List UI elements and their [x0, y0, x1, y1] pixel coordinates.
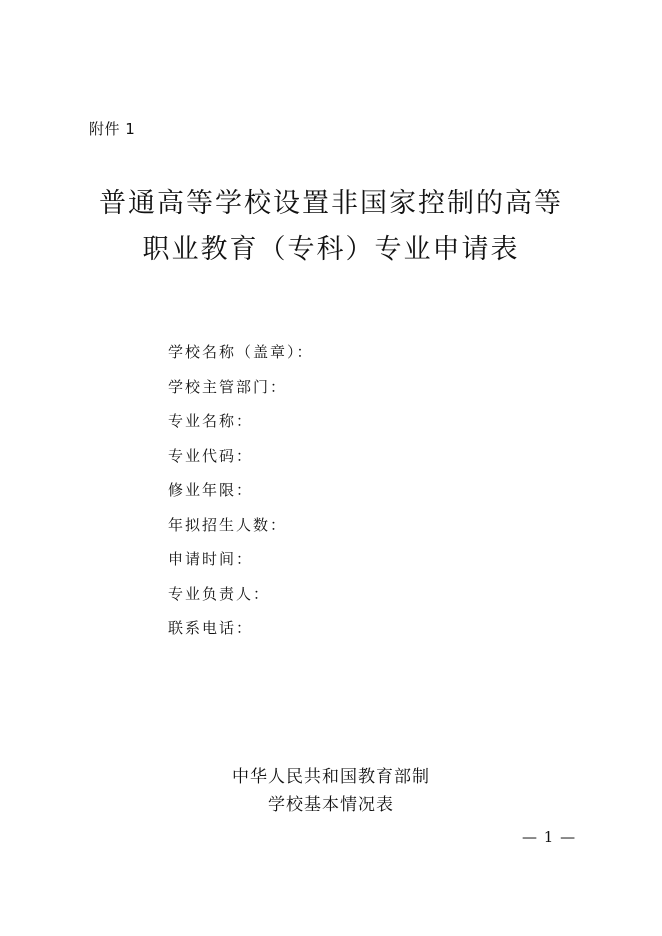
- page-number: — 1 —: [522, 828, 577, 846]
- field-contact-phone: 联系电话：: [168, 619, 254, 637]
- issuer-name: 中华人民共和国教育部制: [232, 767, 430, 787]
- field-planned-enrollment: 年拟招生人数：: [168, 515, 288, 534]
- section-subtitle: 学校基本情况表: [268, 795, 394, 815]
- attachment-label: 附件 1: [89, 120, 136, 138]
- form-title-line-2: 职业教育（专科）专业申请表: [142, 234, 520, 265]
- field-application-date: 申请时间：: [168, 550, 254, 568]
- field-major-name: 专业名称：: [168, 412, 254, 430]
- field-study-duration: 修业年限：: [168, 481, 254, 499]
- field-school-name: 学校名称（盖章）：: [168, 343, 314, 361]
- application-fields: [168, 341, 314, 652]
- field-major-leader: 专业负责人：: [168, 584, 271, 603]
- form-title-line-1: 普通高等学校设置非国家控制的高等: [99, 188, 563, 219]
- field-major-code: 专业代码：: [168, 446, 254, 465]
- field-supervising-department: 学校主管部门：: [168, 377, 288, 396]
